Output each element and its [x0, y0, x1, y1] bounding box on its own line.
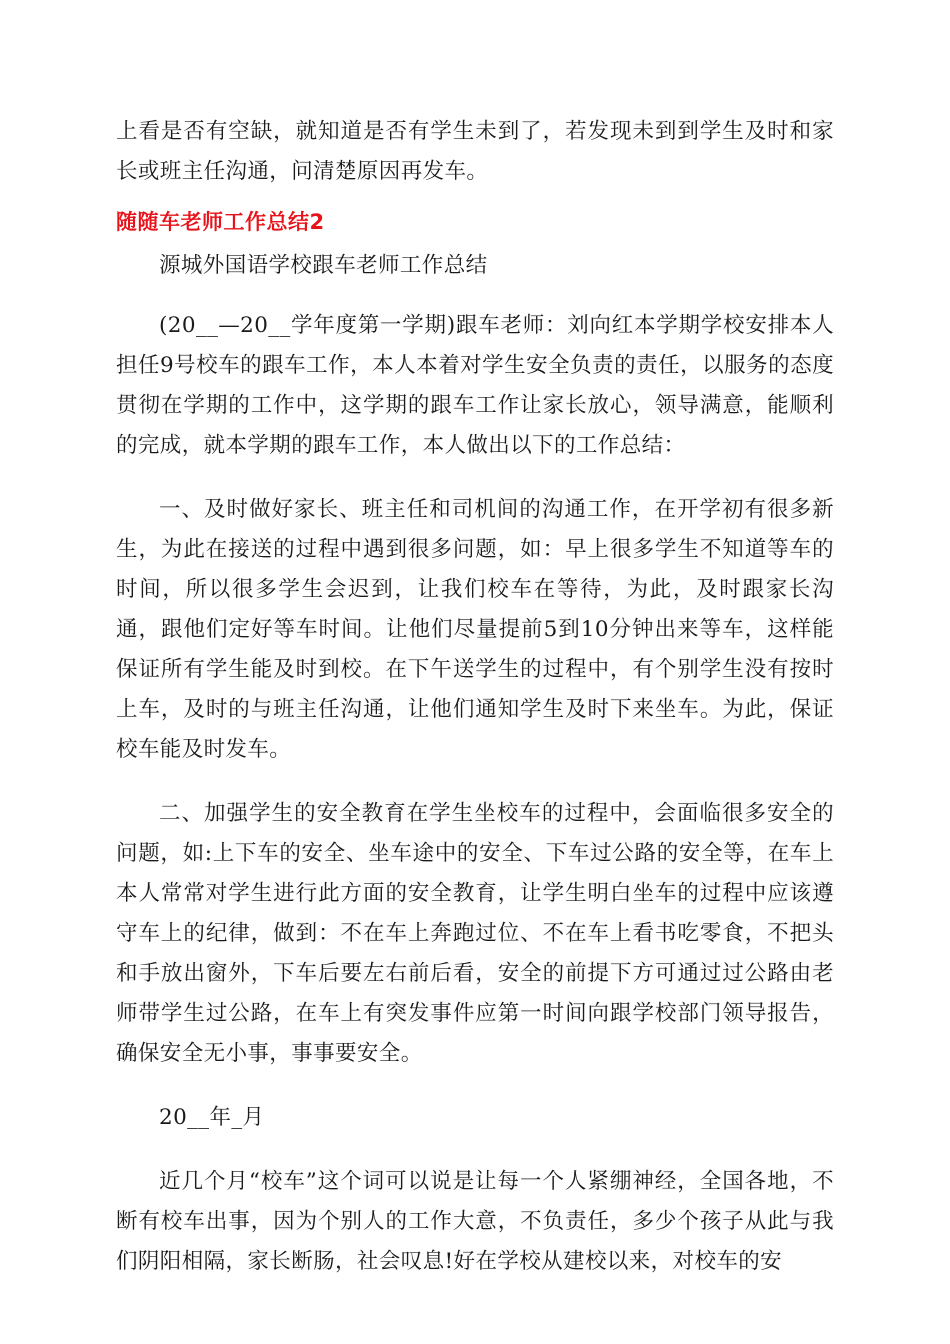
continuation-paragraph: 上看是否有空缺，就知道是否有学生未到了，若发现未到到学生及时和家长或班主任沟通，问清楚原因再发车。 — [116, 119, 834, 184]
date-line: 20__年_月 — [159, 1105, 265, 1130]
document-page — [116, 112, 834, 1282]
paragraph-safety-education: 二、加强学生的安全教育在学生坐校车的过程中，会面临很多安全的问题，如:上下车的安全、坐车途中的安全、下车过公路的安全等，在车上本人常常对学生进行此方面的安全教育，让学生明白坐车的过程中应该遵守车上的纪律，做到：不在车上奔跑过位、不在车上看书吃零食，不把头和手放出窗外，下车后要左右前后看，安全的前提下方可通过过公路由老师带学生过公路，在车上有突发事件应第一时间向跟学校部门领导报告，确保安全无小事，事事要安全。 — [116, 801, 834, 1066]
paragraph-intro: (20__—20__学年度第一学期)跟车老师：刘向红本学期学校安排本人担任9号校车的跟车工作，本人本着对学生安全负责的责任，以服务的态度贯彻在学期的工作中，这学期的跟车工作让家长放心，领导满意，能顺利的完成，就本学期的跟车工作，本人做出以下的工作总结： — [116, 313, 834, 458]
paragraph-school-bus: 近几个月“校车”这个词可以说是让每一个人紧绷神经，全国各地，不断有校车出事，因为个别人的工作大意，不负责任，多少个孩子从此与我们阴阳相隔，家长断肠，社会叹息!好在学校从建校以来，对校车的安 — [116, 1169, 834, 1274]
document-subtitle: 源城外国语学校跟车老师工作总结 — [159, 253, 488, 278]
section-heading: 随随车老师工作总结2 — [116, 210, 325, 234]
paragraph-communication: 一、及时做好家长、班主任和司机间的沟通工作，在开学初有很多新生，为此在接送的过程中遇到很多问题，如：早上很多学生不知道等车的时间，所以很多学生会迟到，让我们校车在等待，为此，及时跟家长沟通，跟他们定好等车时间。让他们尽量提前5到10分钟出来等车，这样能保证所有学生能及时到校。在下午送学生的过程中，有个别学生没有按时上车，及时的与班主任沟通，让他们通知学生及时下来坐车。为此，保证校车能及时发车。 — [116, 497, 834, 762]
